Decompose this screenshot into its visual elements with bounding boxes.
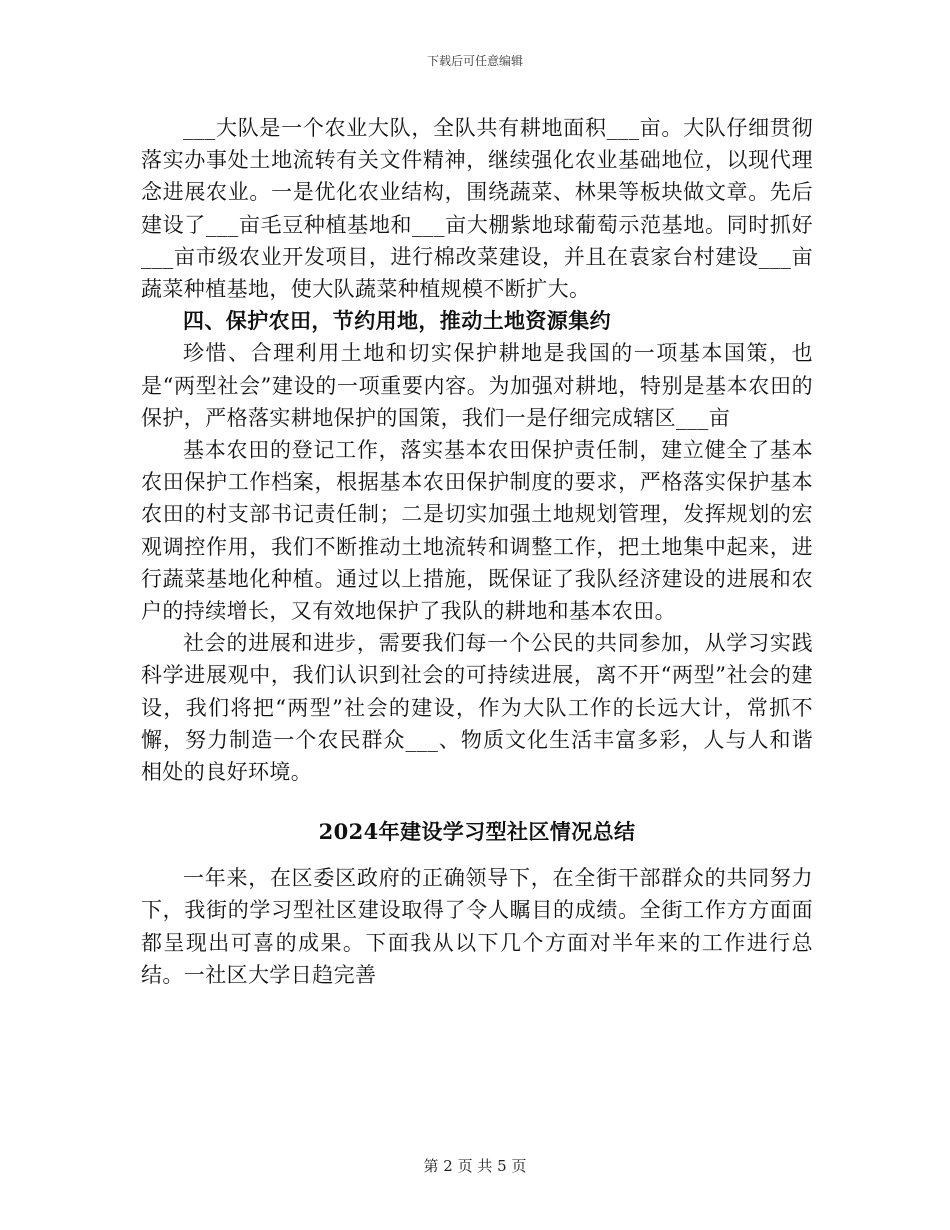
page-number: 第 2 页 共 5 页 [423,1157,527,1175]
page-header: 下载后可任意编辑 [426,54,523,68]
paragraph-social-progress: 社会的进展和进步，需要我们每一个公民的共同参加，从学习实践科学进展观中，我们认识到社会的可持续进展，离不开“两型”社会的建设，我们将把“两型”社会的建设，作为大队工作的长远大计，常抓不懈，努力制造一个农民群众___、物质文化生活丰富多彩，人与人和谐相处的良好环境。 [141,631,813,785]
paragraph-learning-community: 一年来，在区委区政府的正确领导下，在全街干部群众的共同努力下，我街的学习型社区建设取得了令人瞩目的成绩。全街工作方方面面都呈现出可喜的成果。下面我从以下几个方面对半年来的工作进行总结。一社区大学日趋完善 [141,866,813,987]
document-title: 2024年建设学习型社区情况总结 [318,819,636,845]
section-heading-protect-farmland: 四、保护农田，节约用地，推动土地资源集约 [183,309,611,334]
paragraph-agriculture: ___大队是一个农业大队，全队共有耕地面积___亩。大队仔细贯彻落实办事处土地流转有关文件精神，继续强化农业基础地位，以现代理念进展农业。一是优化农业结构，围绕蔬菜、林果等板块做文章。先后建设了___亩毛豆种植基地和___亩大棚紫地球葡萄示范基地。同时抓好___亩市级农业开发项目，进行棉改菜建设，并且在袁家台村建设___亩蔬菜种植基地，使大队蔬菜种植规模不断扩大。 [141,116,813,302]
paragraph-farmland-registration: 基本农田的登记工作，落实基本农田保护责任制，建立健全了基本农田保护工作档案，根据基本农田保护制度的要求，严格落实保护基本农田的村支部书记责任制；二是切实加强土地规划管理，发挥规划的宏观调控作用，我们不断推动土地流转和调整工作，把土地集中起来，进行蔬菜基地化种植。通过以上措施，既保证了我队经济建设的进展和农户的持续增长，又有效地保护了我队的耕地和基本农田。 [141,438,813,624]
document-body [141,112,813,991]
paragraph-farmland-policy: 珍惜、合理利用土地和切实保护耕地是我国的一项基本国策，也是“两型社会”建设的一项重要内容。为加强对耕地，特别是基本农田的保护，严格落实耕地保护的国策，我们一是仔细完成辖区___亩 [141,341,813,430]
